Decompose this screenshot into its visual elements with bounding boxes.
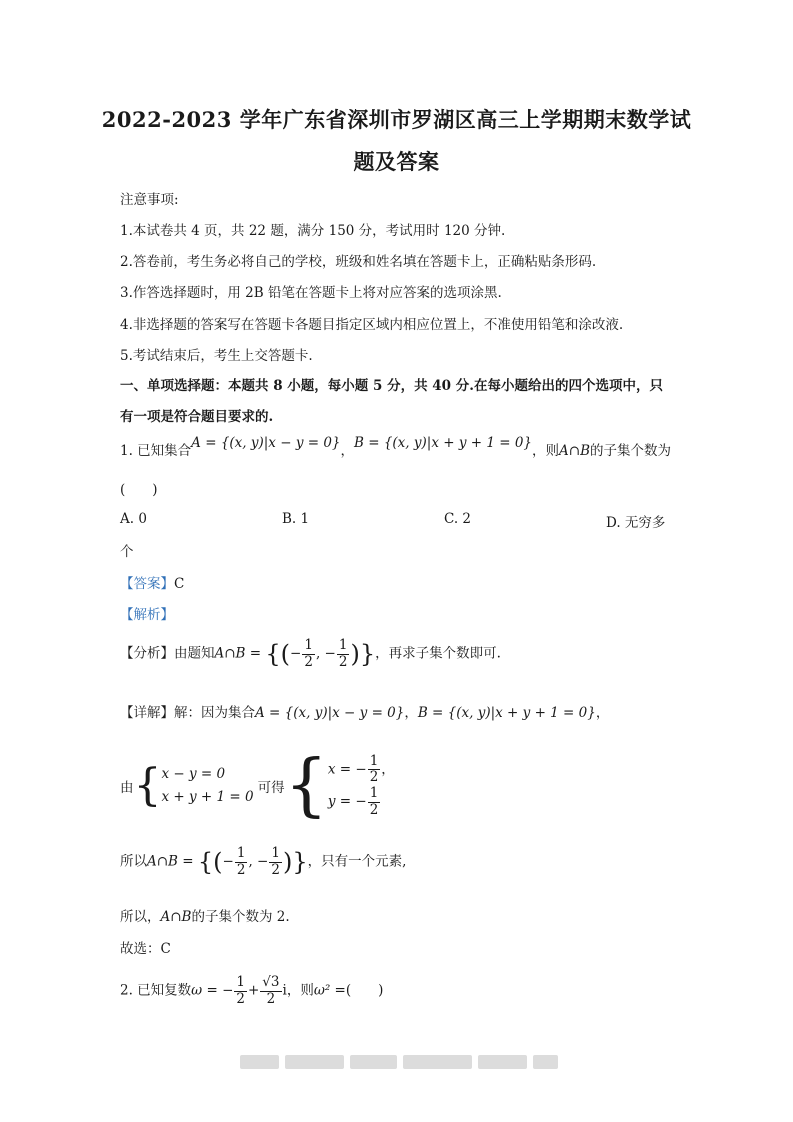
detail-sep: ， — [404, 705, 418, 721]
solution-system: x = − $\frac{1}{2}$ ， y = − $\frac{1}{2}$ — [327, 752, 395, 818]
kede-text: 可得 — [257, 780, 285, 796]
analysis-tag: 【解析】 — [120, 607, 174, 623]
suoyi-pre: 所以 — [120, 853, 147, 870]
answer-value: C — [174, 576, 185, 592]
q1-set-b: B = {(x, y)|x + y + 1 = 0} — [354, 435, 533, 451]
doc-title-line1: 2022-2023 学年广东省深圳市罗湖区高三上学期期末数学试 — [101, 107, 692, 132]
fenxi-pre: 由题知 — [174, 645, 215, 662]
answer-tag: 【答案】 — [120, 576, 174, 592]
equation-system — [162, 763, 254, 809]
q2-den: 2 — [266, 990, 276, 1007]
q2-omega2: ω² = — [313, 982, 346, 999]
q1-answer — [120, 572, 184, 592]
q1-suoyi2 — [120, 905, 290, 925]
q1-option-d-wrap: 个 — [120, 544, 134, 560]
footer-blurred-bar — [240, 1055, 558, 1069]
detail-tag: 【详解】 — [120, 705, 174, 721]
sol-x: x = − — [327, 761, 367, 778]
q1-guxuan: 故选：C — [120, 941, 171, 957]
q1-option-c: C. 2 — [444, 511, 472, 527]
q1-prefix: 1. 已知集合 — [120, 443, 192, 459]
q2-omega: ω = − — [191, 982, 234, 999]
note-item-2: 2.答卷前，考生务必将自己的学校，班级和姓名填在答题卡上，正确粘贴条形码. — [120, 254, 597, 270]
q1-stem — [120, 435, 671, 459]
q2-plus: + — [247, 982, 260, 999]
eq-2: x + y + 1 = 0 — [161, 789, 254, 805]
q2-prefix: 2. 已知复数 — [120, 982, 192, 999]
q1-option-d: D. 无穷多 — [606, 515, 666, 531]
q1-expr: A∩B — [559, 443, 590, 459]
eq-1: x − y = 0 — [161, 766, 226, 783]
suoyi-lhs: A∩B = — [147, 853, 194, 870]
fenxi-tag: 【分析】 — [120, 645, 174, 662]
q1-tail-pre: ，则 — [532, 443, 560, 459]
suoyi2-expr: A∩B — [160, 909, 192, 925]
notes-heading: 注意事项: — [120, 192, 179, 208]
fenxi-lhs: A∩B = — [214, 645, 262, 662]
fraction: $\frac{1}{2}$ — [338, 637, 348, 670]
q1-paren: ( ) — [120, 482, 158, 498]
detail-end: ， — [595, 705, 610, 721]
detail-set-a: A = {(x, y)|x − y = 0} — [255, 705, 405, 721]
q1-sep: ， — [340, 443, 355, 459]
section-heading-line2: 有一项是符合题目要求的. — [120, 409, 274, 425]
q1-option-a: A. 0 — [120, 511, 147, 527]
doc-title-line2: 题及答案 — [353, 149, 440, 174]
you-text: 由 — [120, 780, 134, 796]
suoyi2-pre: 所以， — [120, 909, 161, 925]
note-item-1: 1.本试卷共 4 页，共 22 题，满分 150 分，考试用时 120 分钟. — [120, 223, 506, 239]
q2-then: ，则 — [286, 982, 314, 999]
fenxi-post: ，再求子集个数即可. — [375, 645, 501, 662]
fraction: $\frac{1}{2}$ — [304, 637, 313, 670]
sol-y: y = − — [327, 793, 367, 810]
q1-option-b: B. 1 — [282, 511, 310, 527]
q1-set-a: A = {(x, y)|x − y = 0} — [191, 435, 341, 451]
q2-sqrt3: √3 — [262, 974, 280, 990]
q2-paren: ( ) — [345, 982, 384, 999]
q2-stem: 2. 已知复数ω = − $\frac{1}{2}$ + $\frac{√3}{2}$ i，则ω² =( ) — [120, 974, 384, 1007]
q1-tail-post: 的子集个数为 — [590, 443, 671, 459]
note-item-3: 3.作答选择题时，用 2B 铅笔在答题卡上将对应答案的选项涂黑. — [120, 285, 502, 301]
q1-system: 由{ x − y = 0 x + y + 1 = 0 可得{ x = − $\frac{1}{2}$ ， y = − $\frac{1}{2}$ — [120, 746, 395, 825]
section-heading-line1: 一、单项选择题：本题共 8 小题，每小题 5 分，共 40 分.在每小题给出的四个选项中，只 — [120, 378, 663, 394]
note-item-5: 5.考试结束后，考生上交答题卡. — [120, 348, 313, 364]
q1-fenxi: 【分析】由题知A∩B = {(− $\frac{1}{2}$ , − $\frac{1}{2}$ )}，再求子集个数即可. — [120, 637, 501, 670]
q1-detail — [120, 701, 609, 721]
q2-i: i — [282, 982, 287, 999]
detail-set-b: B = {(x, y)|x + y + 1 = 0} — [417, 705, 596, 721]
detail-pre: 解：因为集合 — [174, 705, 255, 721]
note-item-4: 4.非选择题的答案写在答题卡各题目指定区域内相应位置上，不准使用铅笔和涂改液. — [120, 317, 624, 333]
suoyi-post: ，只有一个元素, — [307, 853, 407, 870]
q1-suoyi: 所以A∩B = {(− $\frac{1}{2}$ , − $\frac{1}{2}$ )}，只有一个元素, — [120, 845, 407, 878]
suoyi2-post: 的子集个数为 2. — [191, 909, 290, 925]
